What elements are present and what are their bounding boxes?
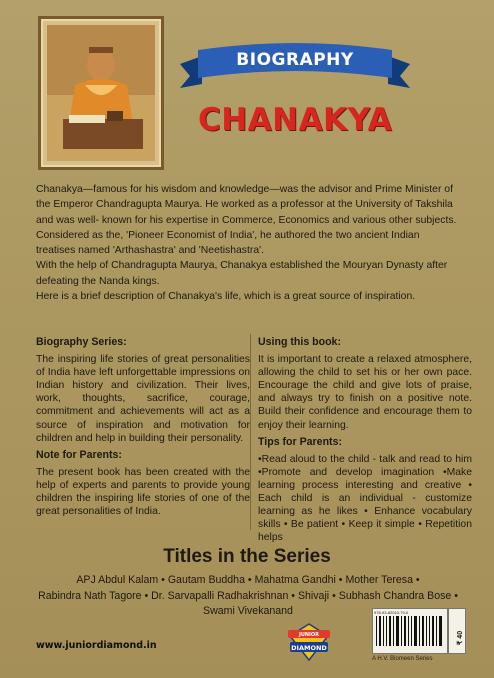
chanakya-portrait (47, 25, 155, 161)
website-url: www.juniordiamond.in (36, 640, 157, 651)
series-item: Rabindra Nath Tagore (38, 589, 142, 602)
intro-paragraph: Chanakya—famous for his wisdom and knowledge—was the advisor and Prime Minister of the Emperor Chandragupta Maurya. He worked as a professor at the University of Takshila and was well- known for his expertise in Commerce, Economics and various other subjects. (36, 184, 457, 226)
using-book-heading: Using this book: (258, 336, 341, 348)
using-book-text: It is important to create a relaxed atmosphere, allowing the child to set his or her own pace. Encourage the child and give lots of praise, and always try to finish on a positive note. Build their confidence and encourage them to enjoy their learning. (258, 354, 472, 431)
junior-diamond-logo (284, 622, 334, 662)
tips-for-parents-text: •Read aloud to the child - talk and read to him •Promote and develop imagination •Make learning process interesting and creative • Each child is an individual - customize learning as he likes • Enhance vocabulary skills • Be patient • Keep it simple • Repetition helps (258, 453, 472, 544)
series-item: Swami Vivekanand (203, 605, 293, 617)
biography-series-heading: Biography Series: (36, 336, 127, 348)
barcode-lines (374, 616, 446, 650)
intro-paragraph: Here is a brief description of Chanakya's life, which is a great source of inspiration. (36, 291, 416, 303)
series-item: Gautam Buddha (167, 574, 245, 586)
column-divider (250, 334, 251, 530)
intro-paragraph: With the help of Chandragupta Maurya, Chanakya established the Mouryan Dynasty after defeating the Nanda kings. (36, 260, 448, 287)
logo-top-text: JUNIOR (298, 632, 320, 638)
chanakya-portrait-frame (38, 16, 164, 170)
publisher-note: A H.V. Biomeen Series (372, 656, 433, 662)
series-item: APJ Abdul Kalam (76, 574, 159, 586)
note-for-parents-text: The present book has been created with the help of experts and parents to provide young children the inspiring life stories of one of the great personalities of India. (36, 466, 250, 518)
series-item: Mahatma Gandhi (254, 574, 336, 586)
logo-name-text: DIAMOND (291, 644, 327, 652)
series-item: Mother Teresa (345, 574, 413, 586)
barcode (372, 608, 448, 654)
series-item: Dr. Sarvapalli Radhakrishnan (151, 589, 289, 602)
intro-text (36, 182, 460, 304)
price-label: ₹ 40 (457, 630, 464, 646)
series-list: APJ Abdul Kalam • Gautam Buddha • Mahatma Gandhi • Mother Teresa • Rabindra Nath Tagore • Dr. Sarvapalli Radhakrishnan • Shivaji • Subhash Chandra Bose • Swami Vivekanand (38, 574, 458, 617)
series-item: Shivaji (297, 589, 330, 602)
isbn-number: 978-93-82010-79-0 (374, 610, 409, 615)
tips-for-parents-heading: Tips for Parents: (258, 435, 342, 448)
series-heading: Titles in the Series (163, 546, 331, 567)
biography-series-text: The inspiring life stories of great personalities of India have left unforgettable impressions on Indian history and civilization. Their lives, work, thoughts, sacrifice, courage, commitment and achievements will act as a source of inspiration and motivation for children and help in building their personality. (36, 354, 250, 444)
right-column (258, 336, 472, 548)
book-title: CHANAKYA (197, 102, 393, 138)
banner-label: BIOGRAPHY (236, 50, 354, 70)
note-for-parents-heading: Note for Parents: (36, 448, 122, 461)
left-column (36, 336, 250, 522)
series-item: Subhash Chandra Bose (338, 589, 452, 602)
intro-paragraph: Considered as the, 'Pioneer Economist of India', he authored the two ancient Indian treatises named 'Arthashastra' and 'Neetishastra'. (36, 229, 420, 257)
